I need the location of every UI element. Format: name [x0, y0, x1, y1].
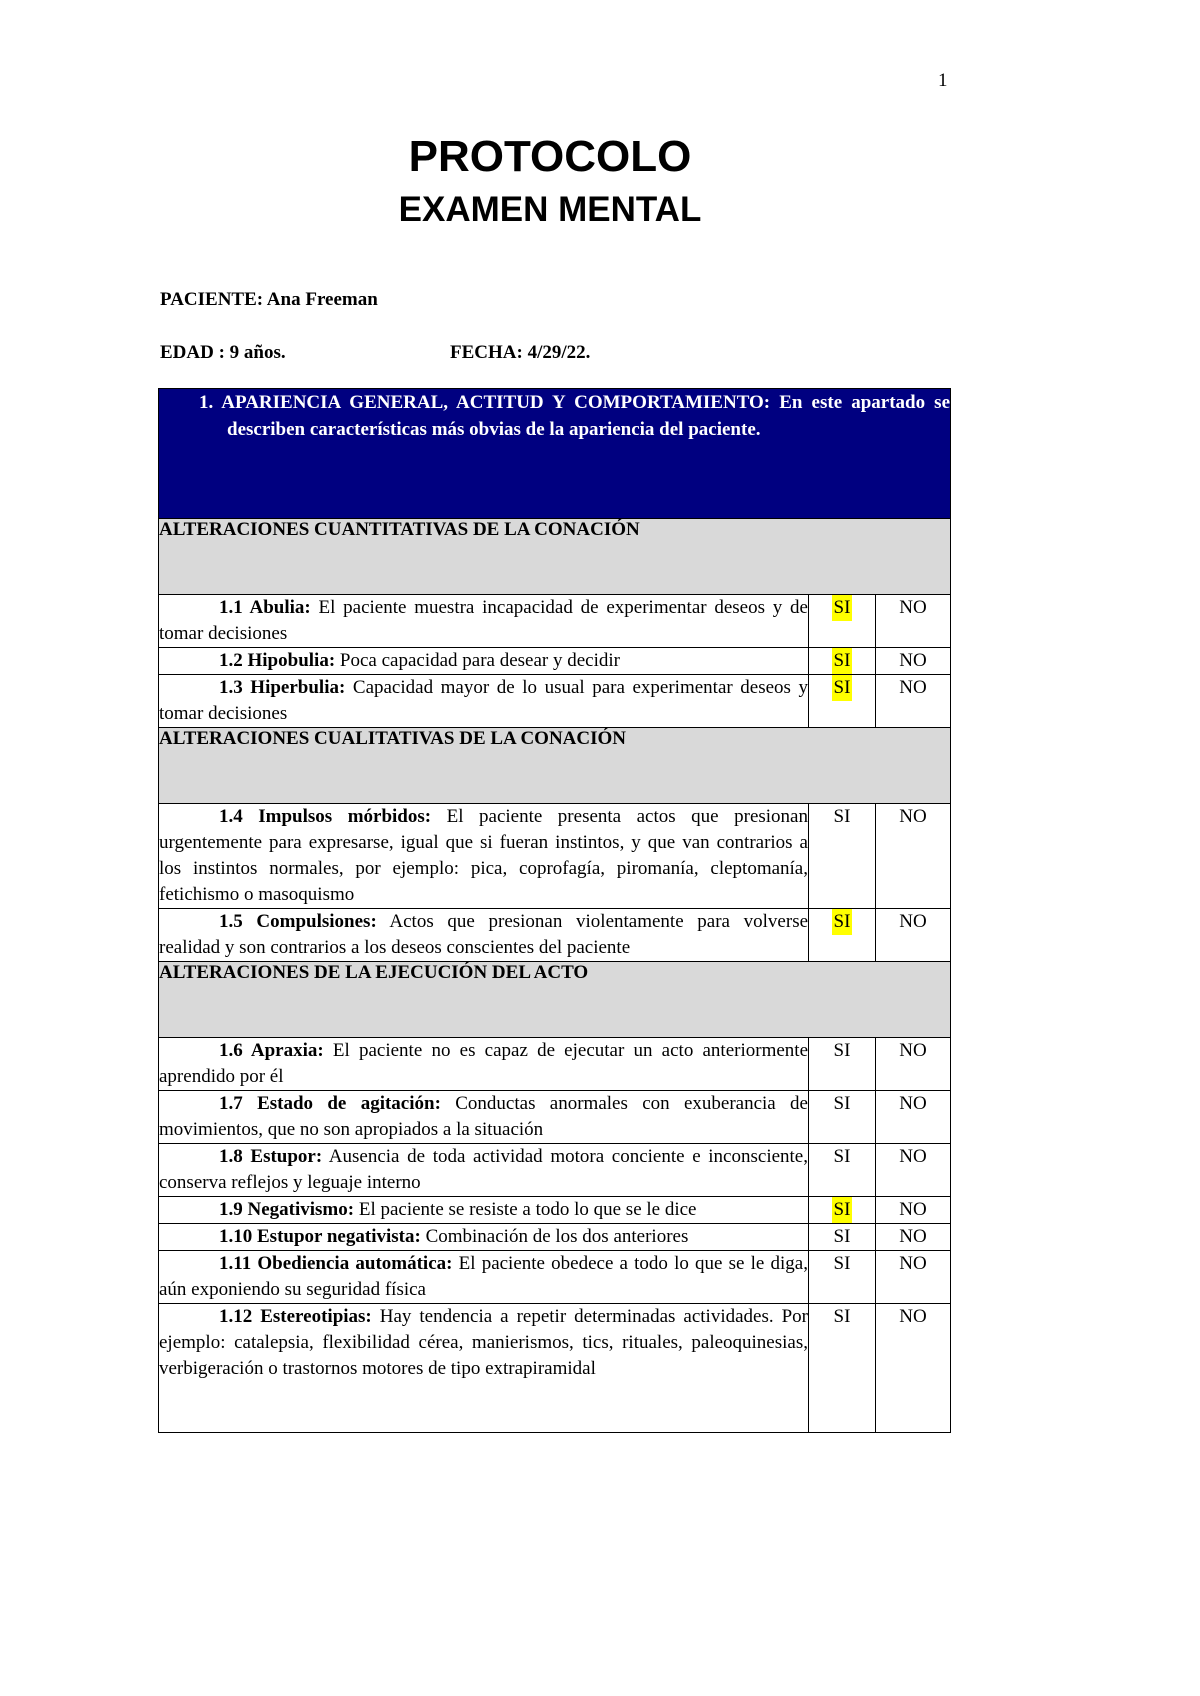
answer-yes-selected[interactable]: SI: [832, 675, 853, 701]
item-text: Capacidad mayor de lo usual para experimentar deseos y tomar decisiones: [159, 677, 808, 724]
item-row: [159, 1224, 951, 1251]
answer-yes-selected[interactable]: SI: [832, 595, 853, 621]
item-label: 1.12 Estereotipias:: [219, 1306, 372, 1327]
page-number: 1: [938, 70, 948, 91]
answer-yes[interactable]: SI: [833, 1146, 851, 1167]
answer-yes-cell[interactable]: [809, 909, 876, 962]
item-label: 1.10 Estupor negativista:: [219, 1226, 421, 1247]
answer-yes-cell[interactable]: [809, 1304, 876, 1433]
item-description: [159, 909, 809, 962]
item-label: 1.1 Abulia:: [219, 597, 311, 618]
answer-no[interactable]: NO: [899, 1093, 927, 1114]
item-row: [159, 1251, 951, 1304]
answer-yes-selected[interactable]: SI: [832, 648, 853, 674]
answer-no[interactable]: NO: [899, 1253, 927, 1274]
answer-yes[interactable]: SI: [833, 1040, 851, 1061]
answer-yes-cell[interactable]: [809, 804, 876, 909]
item-label: 1.11 Obediencia automática:: [219, 1253, 453, 1274]
answer-no[interactable]: NO: [899, 911, 927, 932]
answer-yes-selected[interactable]: SI: [832, 909, 853, 935]
item-row: [159, 1304, 951, 1433]
item-row: [159, 1038, 951, 1091]
item-label: 1.2 Hipobulia:: [219, 650, 336, 671]
answer-no-cell[interactable]: [876, 675, 951, 728]
answer-no[interactable]: NO: [899, 1199, 927, 1220]
answer-no-cell[interactable]: [876, 1224, 951, 1251]
answer-yes[interactable]: SI: [833, 1226, 851, 1247]
answer-no-cell[interactable]: [876, 1304, 951, 1433]
item-text: Poca capacidad para desear y decidir: [339, 650, 620, 671]
answer-yes-cell[interactable]: [809, 1038, 876, 1091]
section-description: En este apartado se describen características más obvias de la apariencia del paciente.: [227, 392, 950, 440]
document-title: PROTOCOLO: [408, 132, 692, 181]
protocol-table: [158, 388, 951, 1433]
group-header: ALTERACIONES CUANTITATIVAS DE LA CONACIÓN: [159, 519, 951, 595]
answer-yes-cell[interactable]: [809, 675, 876, 728]
item-label: 1.8 Estupor:: [219, 1146, 323, 1167]
answer-yes-selected[interactable]: SI: [832, 1197, 853, 1223]
answer-no[interactable]: NO: [899, 597, 927, 618]
item-text: El paciente se resiste a todo lo que se le dice: [358, 1199, 697, 1220]
answer-no-cell[interactable]: [876, 909, 951, 962]
answer-yes-cell[interactable]: [809, 1251, 876, 1304]
answer-no-cell[interactable]: [876, 1144, 951, 1197]
item-row: [159, 804, 951, 909]
item-text: Hay tendencia a repetir determinadas actividades. Por ejemplo: catalepsia, flexibilidad cérea, manierismos, tics, rituales, paleoquinesias, verbigeración o trastornos motores de tipo extrapiramidal: [159, 1306, 808, 1379]
item-row: [159, 909, 951, 962]
patient-field: PACIENTE: Ana Freeman: [160, 289, 378, 310]
item-text: El paciente obedece a todo lo que se le diga, aún exponiendo su seguridad física: [159, 1253, 808, 1300]
answer-yes-cell[interactable]: [809, 1197, 876, 1224]
group-header: ALTERACIONES DE LA EJECUCIÓN DEL ACTO: [159, 962, 951, 1038]
group-header: ALTERACIONES CUALITATIVAS DE LA CONACIÓN: [159, 728, 951, 804]
answer-no-cell[interactable]: [876, 595, 951, 648]
date-field: FECHA: 4/29/22.: [450, 342, 591, 363]
item-description: [159, 1144, 809, 1197]
answer-yes[interactable]: SI: [833, 806, 851, 827]
answer-no-cell[interactable]: [876, 1091, 951, 1144]
item-text: Combinación de los dos anteriores: [425, 1226, 689, 1247]
item-text: El paciente presenta actos que presionan urgentemente para expresarse, igual que si fueran instintos, y que van contrarios a los instintos normales, por ejemplo: pica, coprofagía, piromanía, cleptomanía, fetichismo o masoquismo: [159, 806, 808, 905]
answer-no-cell[interactable]: [876, 1197, 951, 1224]
answer-no[interactable]: NO: [899, 806, 927, 827]
answer-yes[interactable]: SI: [833, 1253, 851, 1274]
item-row: [159, 1197, 951, 1224]
document-subtitle: EXAMEN MENTAL: [398, 190, 702, 229]
item-label: 1.5 Compulsiones:: [219, 911, 377, 932]
answer-no-cell[interactable]: [876, 804, 951, 909]
section-number: 1.: [199, 392, 214, 413]
answer-yes-cell[interactable]: [809, 595, 876, 648]
answer-no[interactable]: NO: [899, 1226, 927, 1247]
item-label: 1.9 Negativismo:: [219, 1199, 355, 1220]
section-heading: APARIENCIA GENERAL, ACTITUD Y COMPORTAMIENTO:: [221, 392, 771, 413]
answer-no[interactable]: NO: [899, 1306, 927, 1327]
item-description: [159, 1038, 809, 1091]
answer-yes-cell[interactable]: [809, 1091, 876, 1144]
item-label: 1.6 Apraxia:: [219, 1040, 324, 1061]
answer-no-cell[interactable]: [876, 1038, 951, 1091]
answer-no[interactable]: NO: [899, 650, 927, 671]
item-row: [159, 648, 951, 675]
item-row: [159, 1091, 951, 1144]
answer-yes-cell[interactable]: [809, 648, 876, 675]
item-description: [159, 648, 809, 675]
item-label: 1.4 Impulsos mórbidos:: [219, 806, 432, 827]
item-description: [159, 1304, 809, 1433]
item-text: Conductas anormales con exuberancia de movimientos, que no son apropiados a la situación: [159, 1093, 808, 1140]
answer-yes[interactable]: SI: [833, 1306, 851, 1327]
answer-yes-cell[interactable]: [809, 1224, 876, 1251]
answer-no[interactable]: NO: [899, 677, 927, 698]
item-row: [159, 1144, 951, 1197]
age-field: EDAD : 9 años.: [160, 342, 286, 363]
item-label: 1.7 Estado de agitación:: [219, 1093, 441, 1114]
item-text: Ausencia de toda actividad motora conciente e inconsciente, conserva reflejos y leguaje interno: [159, 1146, 808, 1193]
item-description: [159, 804, 809, 909]
section-header: [159, 389, 951, 519]
item-text: El paciente no es capaz de ejecutar un acto anteriormente aprendido por él: [159, 1040, 808, 1087]
answer-no[interactable]: NO: [899, 1040, 927, 1061]
item-description: [159, 1224, 809, 1251]
item-row: [159, 595, 951, 648]
answer-no-cell[interactable]: [876, 1251, 951, 1304]
item-label: 1.3 Hiperbulia:: [219, 677, 346, 698]
item-description: [159, 1091, 809, 1144]
item-text: Actos que presionan violentamente para volverse realidad y son contrarios a los deseos conscientes del paciente: [159, 911, 809, 958]
answer-yes[interactable]: SI: [833, 1093, 851, 1114]
answer-yes-cell[interactable]: [809, 1144, 876, 1197]
item-row: [159, 675, 951, 728]
answer-no[interactable]: NO: [899, 1146, 927, 1167]
answer-no-cell[interactable]: [876, 648, 951, 675]
item-description: [159, 675, 809, 728]
item-text: El paciente muestra incapacidad de experimentar deseos y de tomar decisiones: [159, 597, 808, 644]
item-description: [159, 595, 809, 648]
item-description: [159, 1251, 809, 1304]
item-description: [159, 1197, 809, 1224]
